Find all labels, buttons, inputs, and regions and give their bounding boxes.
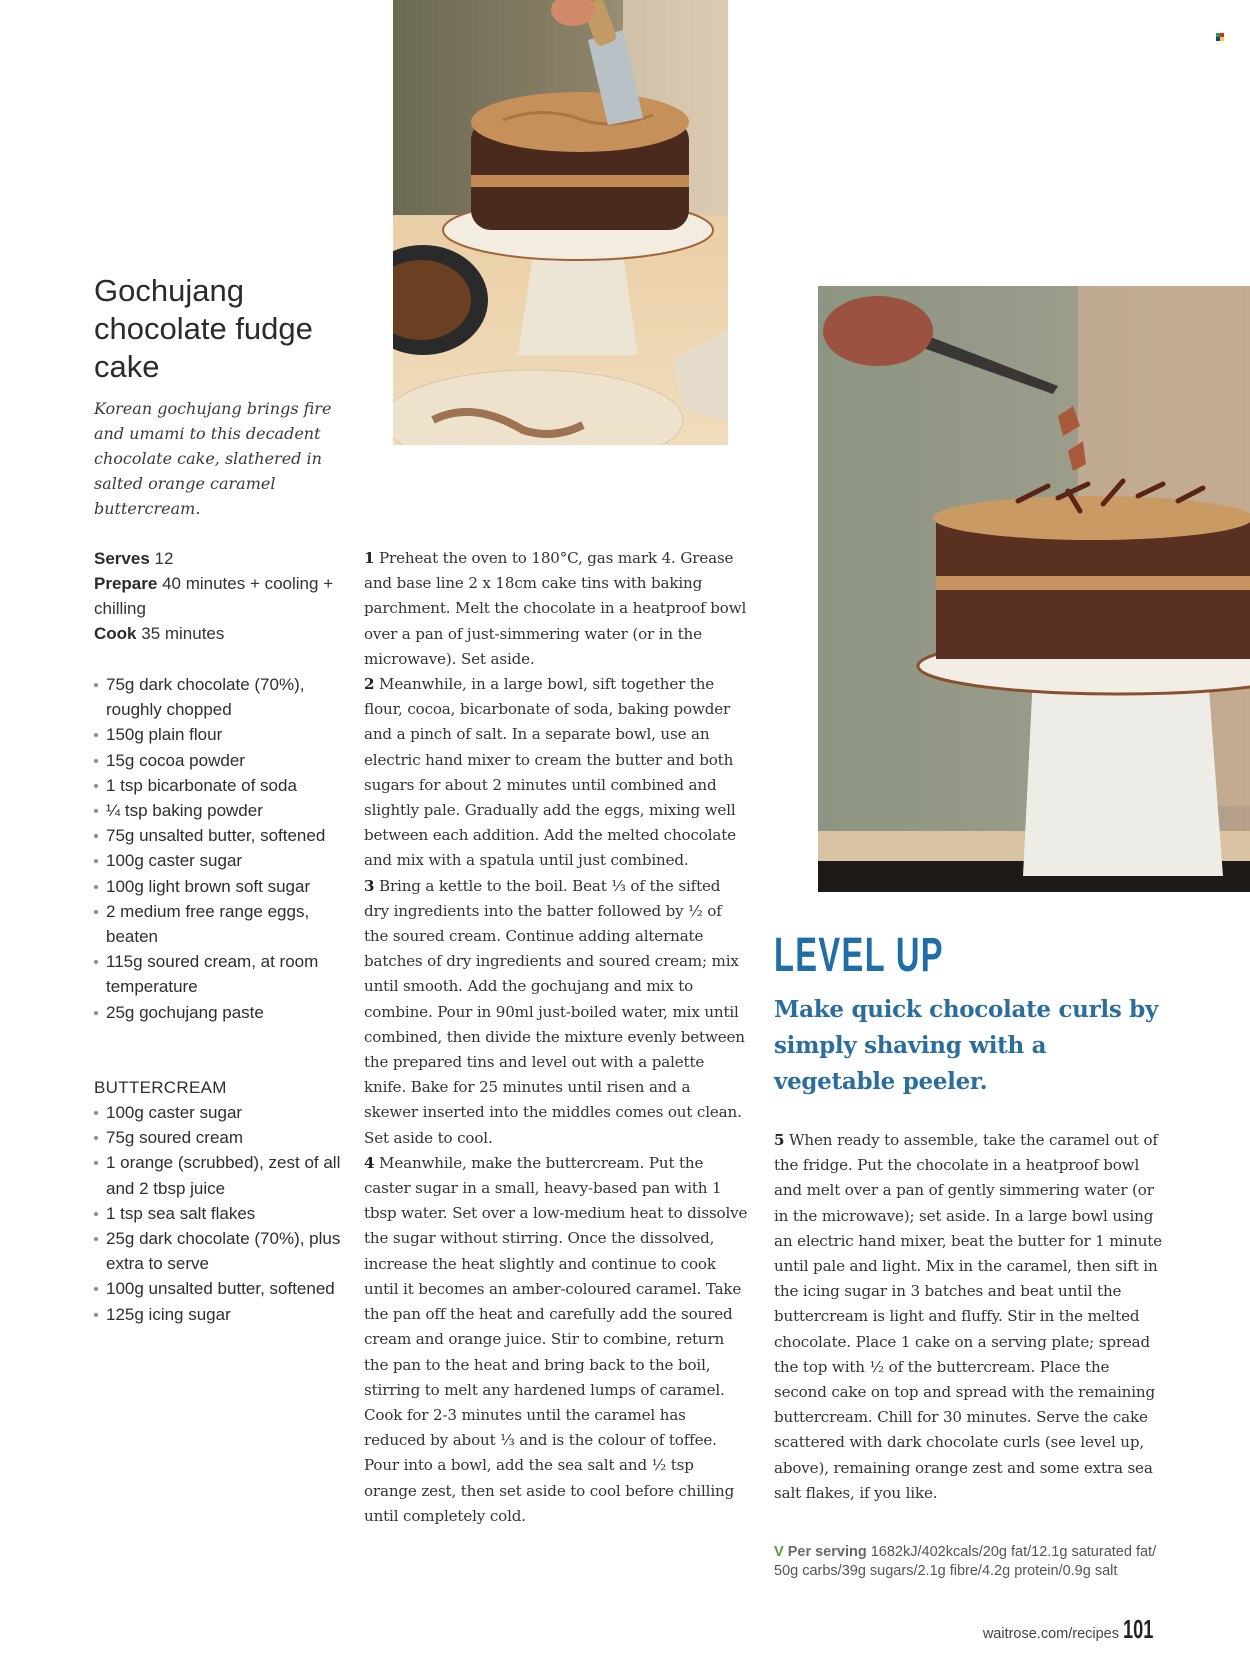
method-step-2	[364, 672, 748, 874]
step-number: 3	[364, 876, 375, 895]
ingredient-item: 100g unsalted butter, softened	[94, 1276, 354, 1301]
corner-logo-icon	[1216, 33, 1224, 41]
recipe-meta	[94, 546, 354, 646]
prepare-line	[94, 571, 354, 621]
logo-square-yellow	[1220, 37, 1224, 41]
ingredient-item: 75g soured cream	[94, 1125, 354, 1150]
step-text: When ready to assemble, take the caramel out of the fridge. Put the chocolate in a heatproof bowl and melt over a pan of gently simmering water (or in the microwave); set aside. In a large bowl using an electric hand mixer, beat the butter for 1 minute until pale and light. Mix in the caramel, then sift in the icing sugar in 3 batches and beat until the buttercream is light and fluffy. Stir in the melted chocolate. Place 1 cake on a serving plate; spread the top with ½ of the buttercream. Place the second cake on top and spread with the remaining buttercream. Chill for 30 minutes. Serve the cake scattered with dark chocolate curls (see level up, above), remaining orange zest and some extra sea salt flakes, if you like.	[774, 1131, 1162, 1502]
ingredient-item: 100g caster sugar	[94, 1100, 354, 1125]
ingredient-item: 2 medium free range eggs, beaten	[94, 899, 354, 949]
method-step-3	[364, 874, 748, 1151]
step-text: Meanwhile, in a large bowl, sift together the flour, cocoa, bicarbonate of soda, baking powder and a pinch of salt. In a separate bowl, use an electric hand mixer to cream the butter and both sugars for about 2 minutes until combined and slightly pale. Gradually add the eggs, mixing well between each addition. Add the melted chocolate and mix with a spatula until just combined.	[364, 675, 736, 870]
page-footer	[983, 1614, 1155, 1645]
ingredient-item: 1 tsp sea salt flakes	[94, 1201, 354, 1226]
serves-value: 12	[154, 549, 174, 568]
ingredient-item: 100g caster sugar	[94, 848, 354, 873]
ingredient-list-buttercream	[94, 1100, 354, 1327]
ingredient-item: ¼ tsp baking powder	[94, 798, 354, 823]
cake-photo-image-icon	[393, 0, 728, 445]
ingredient-item: 25g dark chocolate (70%), plus extra to serve	[94, 1226, 354, 1276]
step-text: Preheat the oven to 180°C, gas mark 4. Grease and base line 2 x 18cm cake tins with baking parchment. Melt the chocolate in a heatproof bowl over a pan of just-simmering water (or in the microwave). Set aside.	[364, 549, 747, 668]
cook-value: 35 minutes	[141, 624, 225, 643]
ingredient-item: 75g dark chocolate (70%), roughly chopped	[94, 672, 354, 722]
ingredient-item: 1 orange (scrubbed), zest of all and 2 tbsp juice	[94, 1150, 354, 1200]
step-number: 5	[774, 1131, 785, 1149]
ingredient-item: 100g light brown soft sugar	[94, 874, 354, 899]
step-number: 2	[364, 675, 375, 694]
recipe-intro: Korean gochujang brings fire and umami to this decadent chocolate cake, slathered in salted orange caramel buttercream.	[94, 399, 332, 518]
method-steps-column-2	[774, 1128, 1166, 1506]
step-text: Meanwhile, make the buttercream. Put the caster sugar in a small, heavy-based pan with 1 tbsp water. Set over a low-medium heat to dissolve the sugar without stirring. Once the dissolved, increase the heat slightly and continue to cook until it becomes an amber-coloured caramel. Take the pan off the heat and carefully add the soured cream and orange juice. Stir to combine, return the pan to the heat and bring back to the boil, stirring to melt any hardened lumps of caramel. Cook for 2-3 minutes until the caramel has reduced by about ⅓ and is the colour of toffee. Pour into a bowl, add the sea salt and ½ tsp orange zest, then set aside to cool before chilling until completely cold.	[364, 1153, 748, 1525]
vegetarian-marker-icon: V	[774, 1544, 784, 1560]
ingredient-item: 1 tsp bicarbonate of soda	[94, 773, 354, 798]
method-step-5	[774, 1128, 1166, 1506]
cake-chocolate-curls-photo	[818, 286, 1250, 892]
ingredient-item: 15g cocoa powder	[94, 748, 354, 773]
level-up-title: LEVEL UP	[774, 929, 944, 982]
nutrition-info	[774, 1543, 1174, 1580]
per-serving-label: Per serving	[787, 1544, 867, 1560]
page-number: 101	[1123, 1614, 1154, 1644]
ingredient-item: 25g gochujang paste	[94, 1000, 354, 1025]
ingredient-item: 125g icing sugar	[94, 1302, 354, 1327]
prepare-value: 40 minutes + cooling + chilling	[94, 574, 334, 618]
serves-label: Serves	[94, 549, 150, 568]
ingredient-list-cake	[94, 672, 354, 1025]
method-steps-column-1	[364, 546, 748, 1529]
serves-line	[94, 546, 354, 571]
ingredient-item: 75g unsalted butter, softened	[94, 823, 354, 848]
prepare-label: Prepare	[94, 574, 158, 593]
buttercream-heading: BUTTERCREAM	[94, 1078, 227, 1097]
step-number: 4	[364, 1153, 375, 1172]
recipe-title: Gochujang chocolate fudge cake	[94, 273, 313, 384]
cook-label: Cook	[94, 624, 137, 643]
cake-frosting-photo	[393, 0, 728, 445]
cake-photo-image-icon	[818, 286, 1250, 892]
step-number: 1	[364, 549, 375, 567]
level-up-tip: Make quick chocolate curls by simply shaving with a vegetable peeler.	[774, 996, 1159, 1095]
step-text: Bring a kettle to the boil. Beat ⅓ of the sifted dry ingredients into the batter followed by ½ of the soured cream. Continue adding alternate batches of dry ingredients and soured cream; mix until smooth. Add the gochujang and mix to combine. Pour in 90ml just-boiled water, mix until combined, then divide the mixture evenly between the prepared tins and level out with a palette knife. Bake for 25 minutes until risen and a skewer inserted into the middles comes out clean. Set aside to cool.	[364, 876, 745, 1147]
cook-line	[94, 621, 354, 646]
ingredient-item: 115g soured cream, at room temperature	[94, 949, 354, 999]
recipes-url-link[interactable]: waitrose.com/recipes	[982, 1626, 1119, 1642]
nutrition-values: 1682kJ/402kcals/20g fat/12.1g saturated fat/ 50g carbs/39g sugars/2.1g fibre/4.2g protein/0.9g salt	[774, 1544, 1157, 1579]
method-step-4	[364, 1151, 748, 1529]
ingredient-item: 150g plain flour	[94, 722, 354, 747]
method-step-1	[364, 546, 748, 672]
